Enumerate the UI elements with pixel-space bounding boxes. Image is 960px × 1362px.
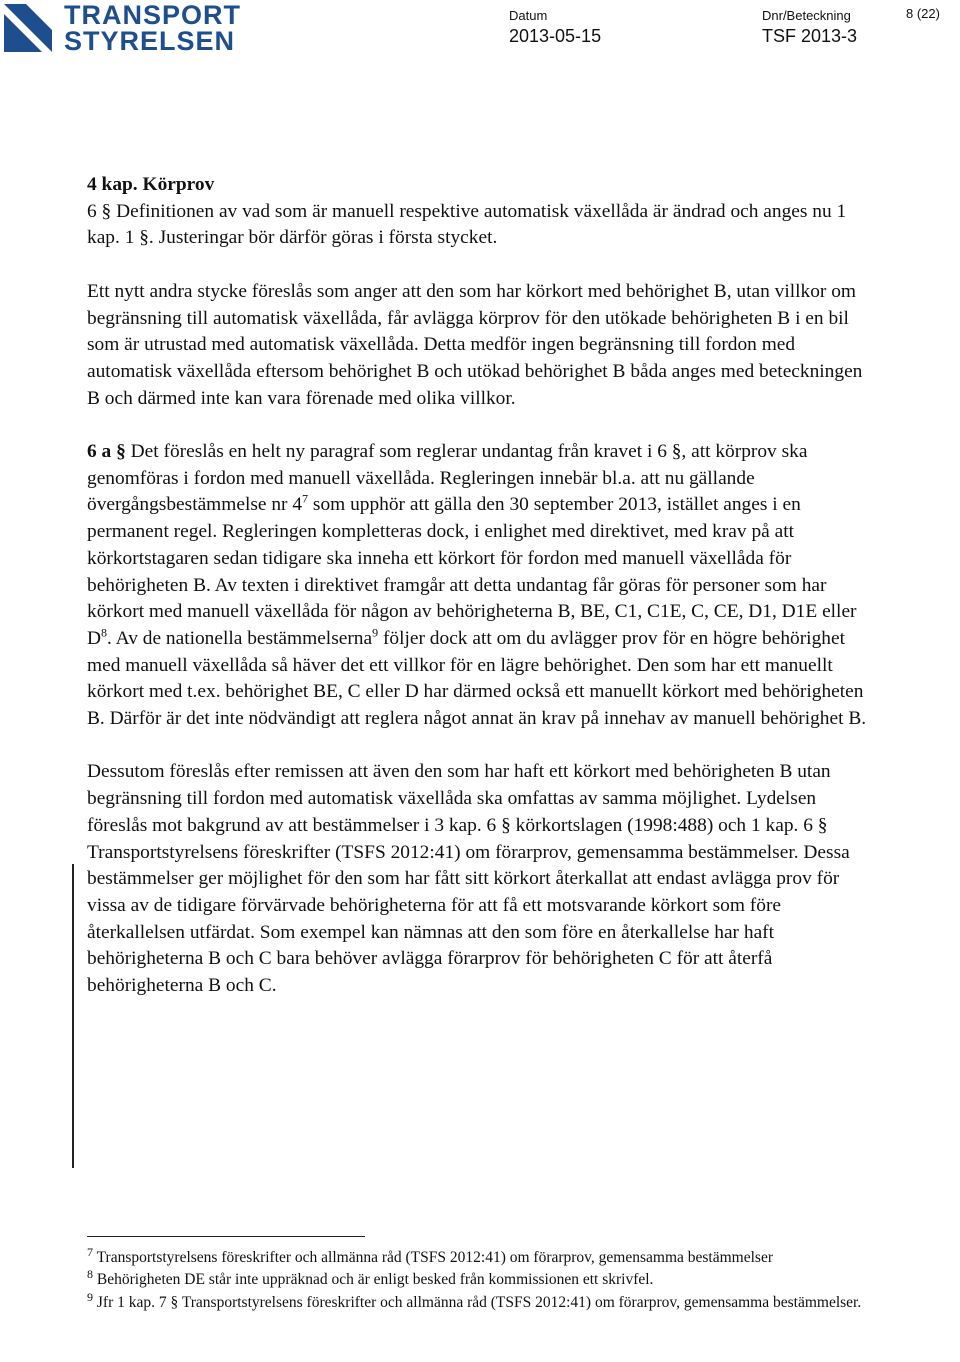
- logo-mark-icon: [4, 4, 52, 52]
- date-label: Datum: [509, 8, 548, 23]
- paragraph-6a: [87, 439, 867, 733]
- footnote-text: Transportstyrelsens föreskrifter och allmänna råd (TSFS 2012:41) om förarprov, gemensamma bestämmelser: [96, 1249, 773, 1266]
- document-body: [87, 172, 867, 1000]
- footnote-number: 8: [87, 1267, 93, 1282]
- paragraph-6a-label: 6 a §: [87, 441, 126, 462]
- page-number: 8 (22): [906, 6, 940, 21]
- revision-change-bar: [72, 864, 74, 1168]
- paragraph-6a-text-1: Det föreslås en helt ny paragraf som reglerar undantag från kravet i 6 §, att körprov ska genomföras i fordon med manuell växellåda. Regleringen innebär bl.a. att nu gällande övergångsbestämmelse nr 4: [87, 441, 808, 516]
- footnote-ref-7[interactable]: 7: [302, 491, 309, 506]
- date-value: 2013-05-15: [509, 26, 602, 46]
- logo-wordmark: [64, 2, 241, 54]
- logo-line2: STYRELSEN: [64, 26, 236, 56]
- reference-value: TSF 2013-3: [762, 26, 858, 46]
- footnote-separator: [87, 1236, 365, 1237]
- footnotes: [87, 1244, 877, 1314]
- logo-line1: TRANSPORT: [64, 0, 241, 30]
- footnote-number: 7: [87, 1244, 93, 1259]
- footnote-ref-8[interactable]: 8: [101, 625, 108, 640]
- footnote-9: [87, 1289, 877, 1314]
- paragraph-6a-text-2: som upphör att gälla den 30 september 2013, istället anges i en permanent regel. Regleringen kompletteras dock, i enlighet med direktivet, med krav på att körkortstagaren sedan tidigare ska inneha ett körkort för fordon med manuell växellåda för behörigheten B. Av texten i direktivet framgår att detta undantag får göras för personer som har körkort med manuell växellåda för någon av behörigheterna B, BE, C1, C1E, C, CE, D1, D1E eller D: [87, 494, 857, 649]
- transportstyrelsen-logo: [4, 0, 241, 56]
- paragraph-6-definition: 6 § Definitionen av vad som är manuell respektive automatisk växellåda är ändrad och anges nu 1 kap. 1 §. Justeringar bör därför göras i första stycket.: [87, 200, 847, 249]
- footnote-ref-9[interactable]: 9: [372, 625, 379, 640]
- paragraph-remiss-addition: Dessutom föreslås efter remissen att även den som har haft ett körkort med behörigheten B utan begränsning till fordon med automatisk växellåda ska omfattas av samma möjlighet. Lydelsen föreslås mot bakgrund av att bestämmelser i 3 kap. 6 § körkortslagen (1998:488) och 1 kap. 6 § Transportstyrelsens föreskrifter (TSFS 2012:41) om förarprov, gemensamma bestämmelser. Dessa bestämmelser ger möjlighet för den som har fått sitt körkort återkallat att endast avlägga prov för vissa av de tidigare förvärvade behörigheterna för att få ett motsvarande körkort som före återkallelsen utfärdat. Som exempel kan nämnas att den som före en återkallelse har haft behörigheterna B och C bara behöver avlägga förarprov för behörigheten C för att återfå behörigheterna B och C.: [87, 761, 850, 997]
- footnote-8: [87, 1269, 877, 1291]
- footnote-7: [87, 1244, 877, 1269]
- paragraph-6-second-stycke: Ett nytt andra stycke föreslås som anger att den som har körkort med behörighet B, utan villkor om begränsning till automatisk växellåda, får avlägga körprov för den utökade behörigheten B i en bil som är utrustad med automatisk växellåda. Detta medför ingen begränsning till fordon med automatisk växellåda eftersom behörighet B och utökad behörighet B båda anges med beteckningen B och därmed inte kan vara förenade med olika villkor.: [87, 280, 863, 409]
- reference-label: Dnr/Beteckning: [762, 8, 851, 23]
- section-heading: 4 kap. Körprov: [87, 174, 215, 195]
- footnote-text: Jfr 1 kap. 7 § Transportstyrelsens föreskrifter och allmänna råd (TSFS 2012:41) om förarprov, gemensamma bestämmelser.: [96, 1293, 862, 1311]
- footnote-number: 9: [87, 1289, 93, 1304]
- footnote-text: Behörigheten DE står inte uppräknad och är enligt besked från kommissionen ett skrivfel.: [96, 1271, 654, 1289]
- paragraph-6a-text-3: . Av de nationella bestämmelserna: [107, 627, 373, 649]
- paragraph-6a-text-4: följer dock att om du avlägger prov för en högre behörighet med manuell växellåda så häver det ett villkor för en lägre behörighet. Den som har ett manuellt körkort med t.ex. behörighet BE, C eller D har därmed också ett manuellt körkort med behörigheten B. Därför är det inte nödvändigt att reglera något annat än krav på innehav av manuell behörighet B.: [87, 627, 867, 730]
